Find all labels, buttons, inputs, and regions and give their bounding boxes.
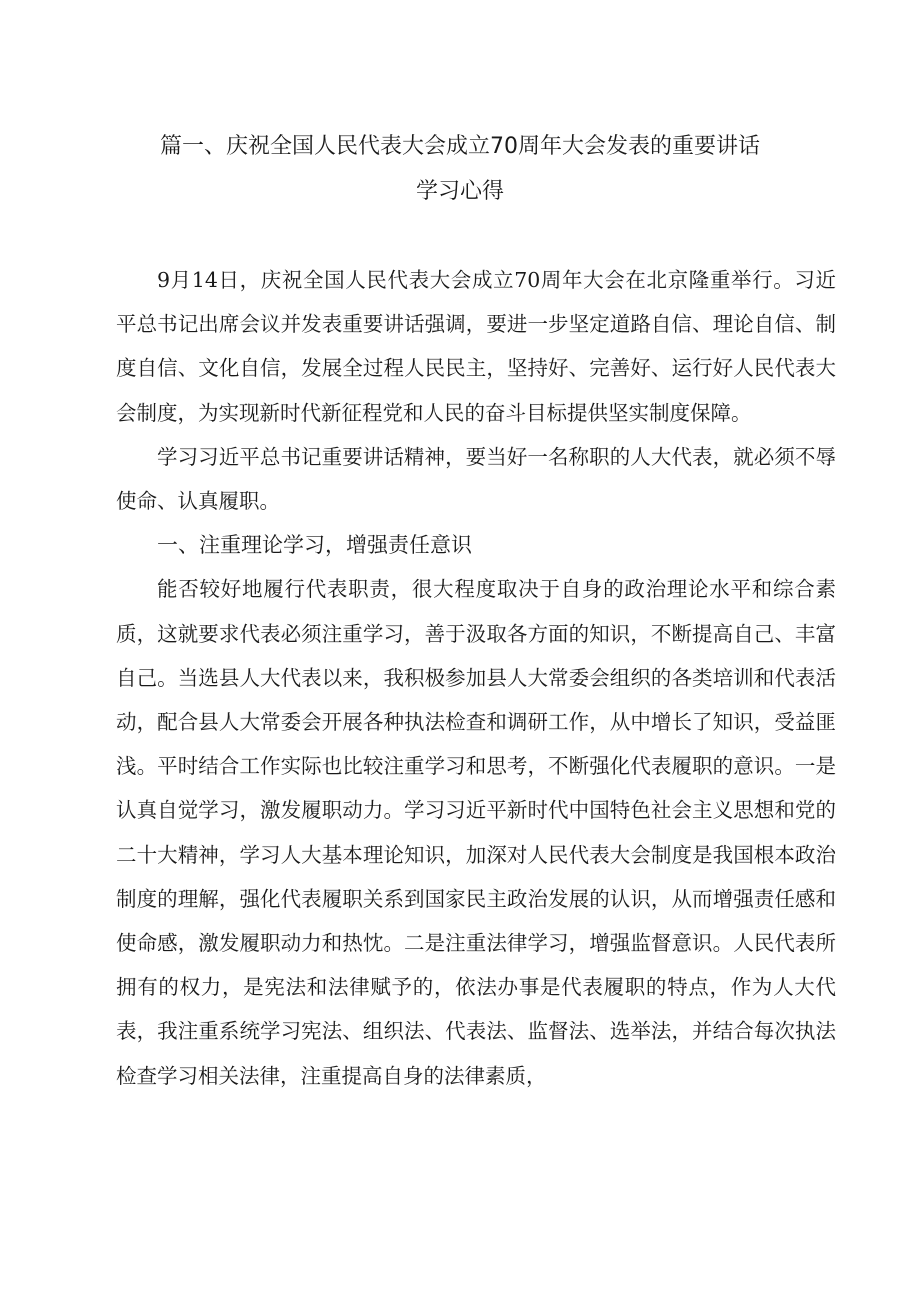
- paragraph-intro: 9月14日，庆祝全国人民代表大会成立70周年大会在北京隆重举行。习近平总书记出席会议并发表重要讲话强调，要进一步坚定道路自信、理论自信、制度自信、文化自信，发展全过程人民民主，坚持好、完善好、运行好人民代表大会制度，为实现新时代新征程党和人民的奋斗目标提供坚实制度保障。: [116, 268, 836, 425]
- paragraph-duty: 学习习近平总书记重要讲话精神，要当好一名称职的人大代表，就必须不辱使命、认真履职。: [116, 444, 836, 514]
- document-title-line-1: 篇一、庆祝全国人民代表大会成立70周年大会发表的重要讲话: [160, 134, 760, 159]
- document-body: [116, 258, 836, 1098]
- paragraph-section-body: 能否较好地履行代表职责，很大程度取决于自身的政治理论水平和综合素质，这就要求代表必须注重学习，善于汲取各方面的知识，不断提高自己、丰富自己。当选县人大代表以来，我积极参加县人大常委会组织的各类培训和代表活动，配合县人大常委会开展各种执法检查和调研工作，从中增长了知识，受益匪浅。平时结合工作实际也比较注重学习和思考，不断强化代表履职的意识。一是认真自觉学习，激发履职动力。学习习近平新时代中国特色社会主义思想和党的二十大精神，学习人大基本理论知识，加深对人民代表大会制度是我国根本政治制度的理解，强化代表履职关系到国家民主政治发展的认识，从而增强责任感和使命感，激发履职动力和热忱。二是注重法律学习，增强监督意识。人民代表所拥有的权力，是宪法和法律赋予的，依法办事是代表履职的特点，作为人大代表，我注重系统学习宪法、组织法、代表法、监督法、选举法，并结合每次执法检查学习相关法律，注重提高自身的法律素质，: [116, 577, 836, 1088]
- section-heading: 一、注重理论学习，增强责任意识: [157, 533, 472, 558]
- document-title-line-2: 学习心得: [415, 179, 504, 204]
